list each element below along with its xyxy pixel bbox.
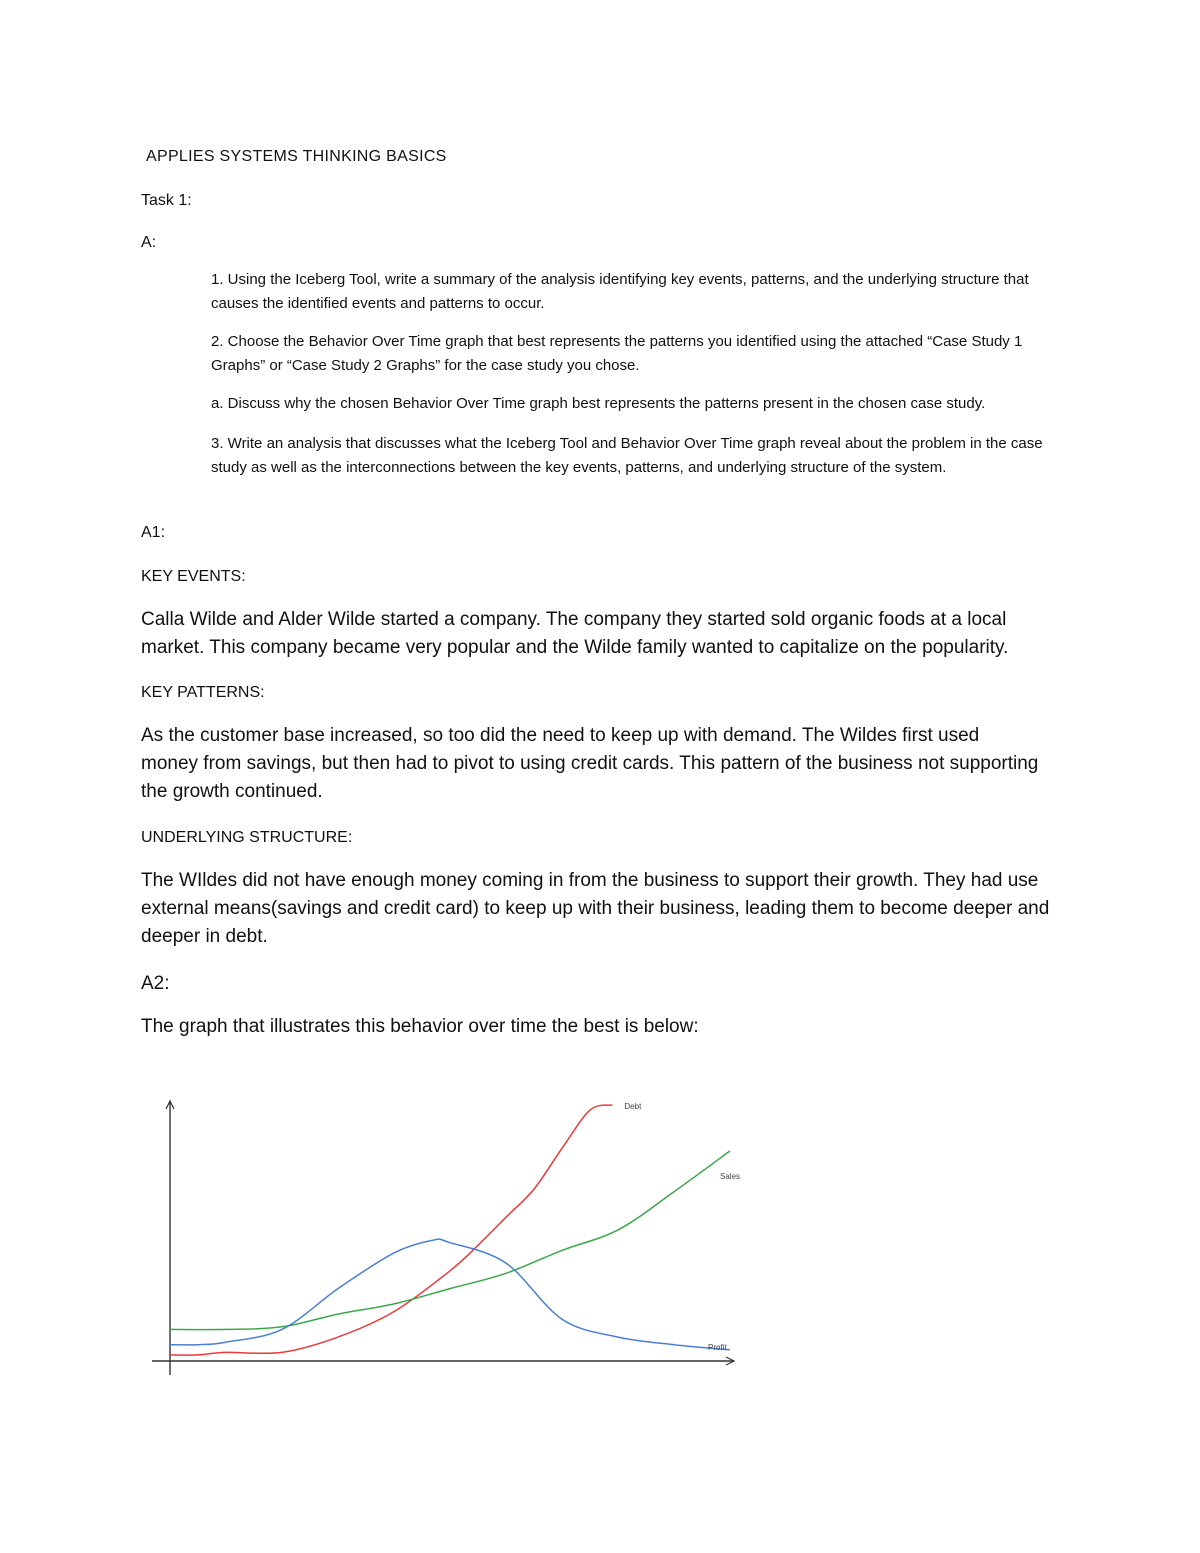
instruction-2: 2. Choose the Behavior Over Time graph that best represents the patterns you identified using the attached “Case Study 1 Graphs” or “Case Study 2 Graphs” for the case study you chose. — [211, 333, 1023, 374]
key-patterns-heading: KEY PATTERNS: — [141, 684, 265, 701]
chart-legend-labels — [624, 1102, 740, 1352]
profit-label: Profit — [708, 1342, 727, 1352]
key-events-text: Calla Wilde and Alder Wilde started a company. The company they started sold organic foods at a local market. This company became very popular and the Wilde family wanted to capitalize on the popularity. — [141, 609, 1009, 658]
document-title: APPLIES SYSTEMS THINKING BASICS — [146, 148, 447, 165]
sales-label: Sales — [720, 1171, 741, 1181]
profit-line — [170, 1239, 730, 1350]
sales-line — [170, 1151, 730, 1330]
underlying-structure-text: The WIldes did not have enough money coming in from the business to support their growth. They had use external means(savings and credit card) to keep up with their business, leading them to become deeper and deeper in debt. — [141, 870, 1050, 947]
section-a-heading: A: — [141, 234, 157, 251]
debt-label: Debt — [624, 1102, 642, 1111]
task-heading: Task 1: — [141, 192, 192, 209]
underlying-structure-heading: UNDERLYING STRUCTURE: — [141, 829, 353, 846]
a1-heading: A1: — [141, 524, 166, 541]
instruction-3: 3. Write an analysis that discusses what the Iceberg Tool and Behavior Over Time graph reveal about the problem in the case study as well as the interconnections between the key events, patterns, and underlying structure of the system. — [211, 435, 1043, 476]
key-patterns-text: As the customer base increased, so too did the need to keep up with demand. The Wildes first used money from savings, but then had to pivot to using credit cards. This pattern of the business not supporting the growth continued. — [141, 725, 1039, 802]
instruction-2a: a. Discuss why the chosen Behavior Over Time graph best represents the patterns present in the chosen case study. — [211, 395, 986, 412]
chart-axes — [152, 1101, 734, 1375]
key-events-heading: KEY EVENTS: — [141, 568, 246, 585]
instruction-1: 1. Using the Iceberg Tool, write a summary of the analysis identifying key events, patterns, and the underlying structure that causes the identified events and patterns to occur. — [211, 271, 1029, 312]
behavior-over-time-chart — [140, 1095, 760, 1385]
a2-heading: A2: — [141, 973, 170, 994]
chart-series — [170, 1105, 730, 1355]
a2-text: The graph that illustrates this behavior over time the best is below: — [141, 1016, 699, 1037]
debt-line — [170, 1105, 612, 1355]
chart-svg — [140, 1095, 760, 1385]
